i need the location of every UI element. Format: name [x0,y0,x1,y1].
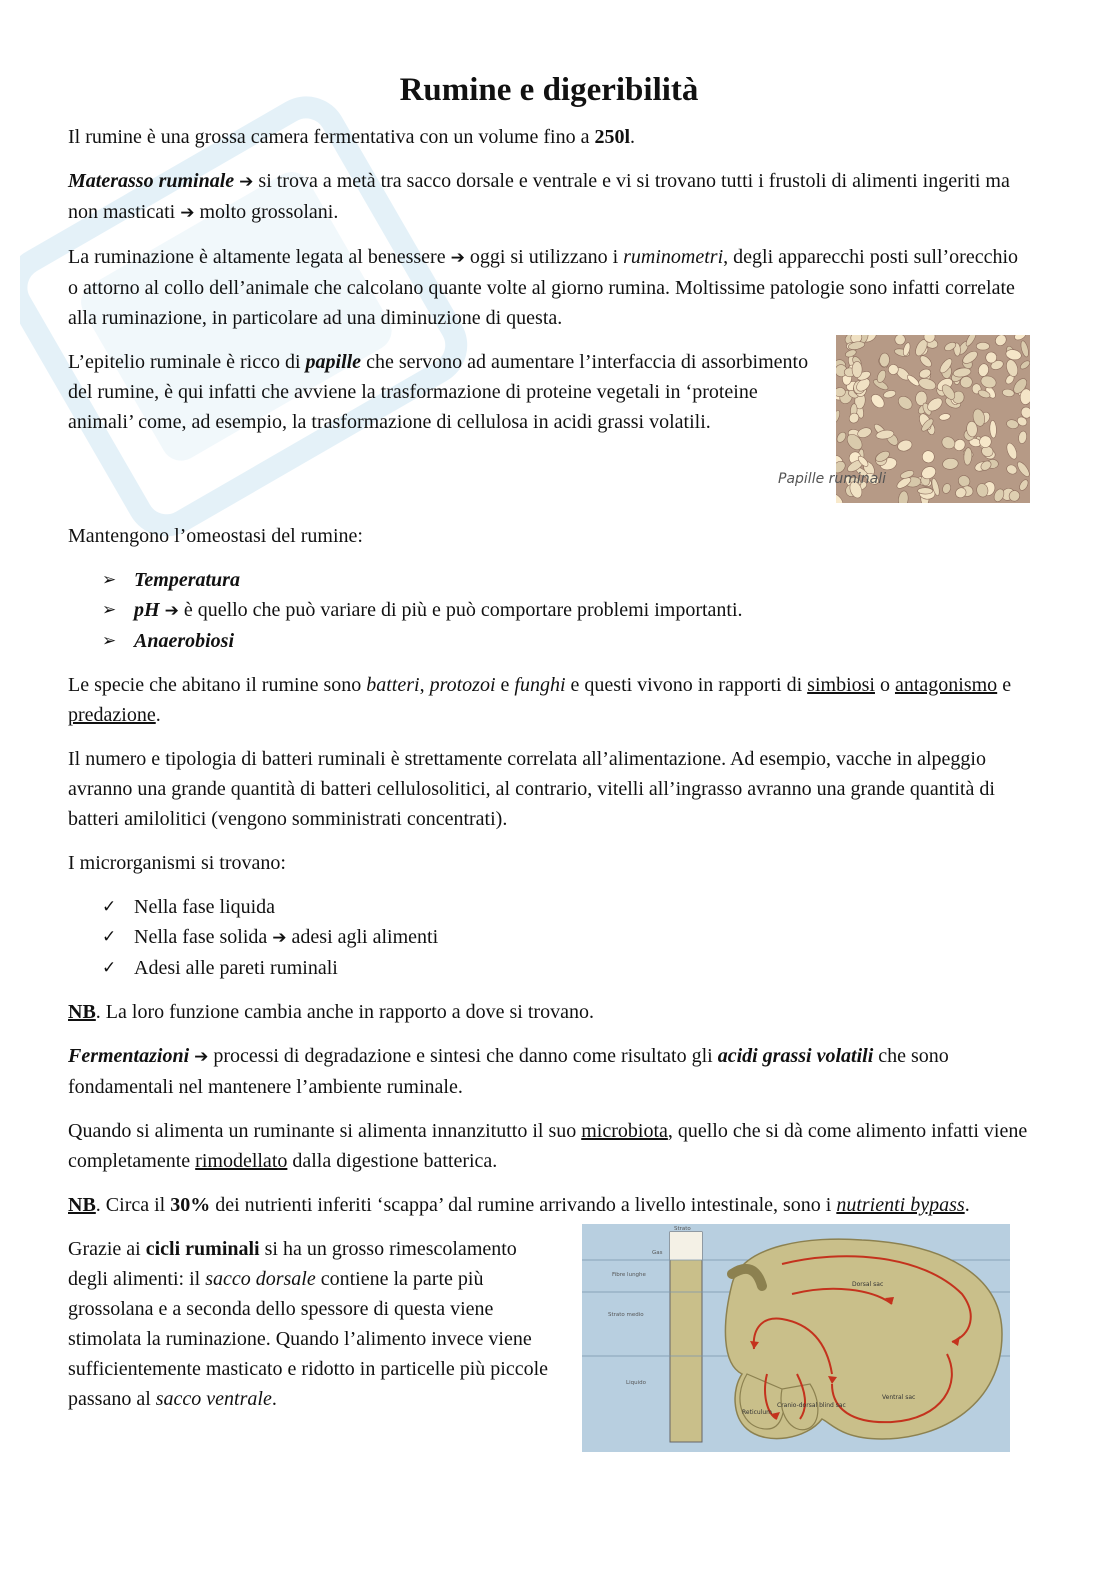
list-item: ➢ Anaerobiosi [102,626,1030,656]
alimenta-paragraph: Quando si alimenta un ruminante si alimenta innanzitutto il suo microbiota, quello che si dà come alimento infatti viene completamente rimodellato dalla digestione batterica. [68,1120,1028,1172]
arrowhead-bullet-icon: ➢ [102,570,117,590]
arrow-icon: ➔ [450,248,465,268]
nb-note-2: NB. Circa il 30% dei nutrienti inferiti ‘scappa’ dal rumine arrivando a livello intestinale, sono i nutrienti bypass. [68,1194,970,1216]
arrow-icon: ➔ [164,601,179,621]
list-item: ✓ Nella fase liquida [102,892,1030,922]
papilla-shape [976,342,989,350]
arrowhead-bullet-icon: ➢ [102,631,117,651]
document-content [68,70,1030,1452]
page-title: Rumine e digeribilità [399,72,699,108]
cicli-paragraph: Grazie ai cicli ruminali si ha un grosso rimescolamento degli alimenti: il sacco dorsale contiene la parte più grossolana e a seconda dello spessore di questa viene stimolata la ruminazione. Quando l’alimento invece viene sufficientemente masticato e ridotto in particelle più piccole passano al sacco ventrale. [68,1238,549,1410]
papilla-shape [852,361,862,377]
papille-caption: Papille ruminali [778,471,887,487]
arrow-icon: ➔ [194,1047,209,1067]
materasso-term: Materasso ruminale [68,170,235,192]
omeostasi-intro: Mantengono l’omeostasi del rumine: [68,525,363,547]
ventral-sac-label: Ventral sac [882,1394,916,1401]
microrganismi-intro: I microrganismi si trovano: [68,852,286,874]
list-item: ➢ Temperatura [102,565,1030,595]
layer-label: Liquido [626,1380,646,1386]
checkmark-icon: ✓ [102,958,117,978]
rumen-cycle-diagram [582,1224,1010,1452]
fermentazioni-paragraph: Fermentazioni ➔ processi di degradazione e sintesi che danno come risultato gli acidi grassi volatili che sono fondamentali nel mantenere l’ambiente ruminale. [68,1045,949,1098]
papilla-shape [918,488,933,495]
list-item: ➢ pH ➔ è quello che può variare di più e può comportare problemi importanti. [102,595,1030,626]
papille-section [68,347,1030,503]
specie-paragraph: Le specie che abitano il rumine sono batteri, protozoi e funghi e questi vivono in rapporti di simbiosi o antagonismo e predazione. [68,674,1012,726]
epitelio-paragraph: L’epitelio ruminale è ricco di papille che servono ad aumentare l’interfaccia di assorbimento del rumine, è qui infatti che avviene la trasformazione di proteine vegetali in ‘proteine animali’ come, ad esempio, la trasformazione di cellulosa in acidi grassi volatili. [68,351,809,433]
layer-label: Strato [674,1226,691,1232]
nb-note-1: NB. La loro funzione cambia anche in rapporto a dove si trovano. [68,1001,594,1023]
omeostasi-list [68,565,1030,656]
ruminazione-paragraph: La ruminazione è altamente legata al benessere ➔ oggi si utilizzano i ruminometri, degli apparecchi posti sull’orecchio o attorno al collo dell’animale che calcolano quante volte al giorno rumina. Moltissime patologie sono infatti correlate alla ruminazione, in particolare ad una diminuzione di questa. [68,246,1019,329]
list-item: ✓ Nella fase solida ➔ adesi agli alimenti [102,922,1030,953]
arrow-icon: ➔ [239,172,254,192]
materasso-paragraph: Materasso ruminale ➔ si trova a metà tra sacco dorsale e ventrale e vi si trovano tutti i frustoli di alimenti ingeriti ma non masticati ➔ molto grossolani. [68,170,1010,223]
list-item: ✓ Adesi alle pareti ruminali [102,953,1030,983]
checkmark-icon: ✓ [102,927,117,947]
arrow-icon: ➔ [272,928,287,948]
layer-label: Gas [652,1250,663,1256]
batteri-paragraph: Il numero e tipologia di batteri ruminali è strettamente correlata all’alimentazione. Ad esempio, vacche in alpeggio avranno una grande quantità di batteri cellulosolitici, al contrario, vitelli all’ingrasso avranno una grande quantità di batteri amilolitici (vengono somministrati concentrati). [68,748,995,830]
arrowhead-bullet-icon: ➢ [102,600,117,620]
reticulum-label: Reticulum [742,1409,773,1416]
microrganismi-list [68,892,1030,983]
dorsal-sac-label: Dorsal sac [852,1281,884,1288]
layer-label: Strato medio [608,1312,644,1318]
layer-label: Fibre lunghe [612,1272,646,1278]
intro-paragraph: Il rumine è una grossa camera fermentativa con un volume fino a 250l. [68,126,636,148]
checkmark-icon: ✓ [102,897,117,917]
cicli-section [68,1226,1030,1452]
blind-sac-label: Cranio-dorsal blind sac [777,1402,846,1409]
arrow-icon: ➔ [180,203,195,223]
